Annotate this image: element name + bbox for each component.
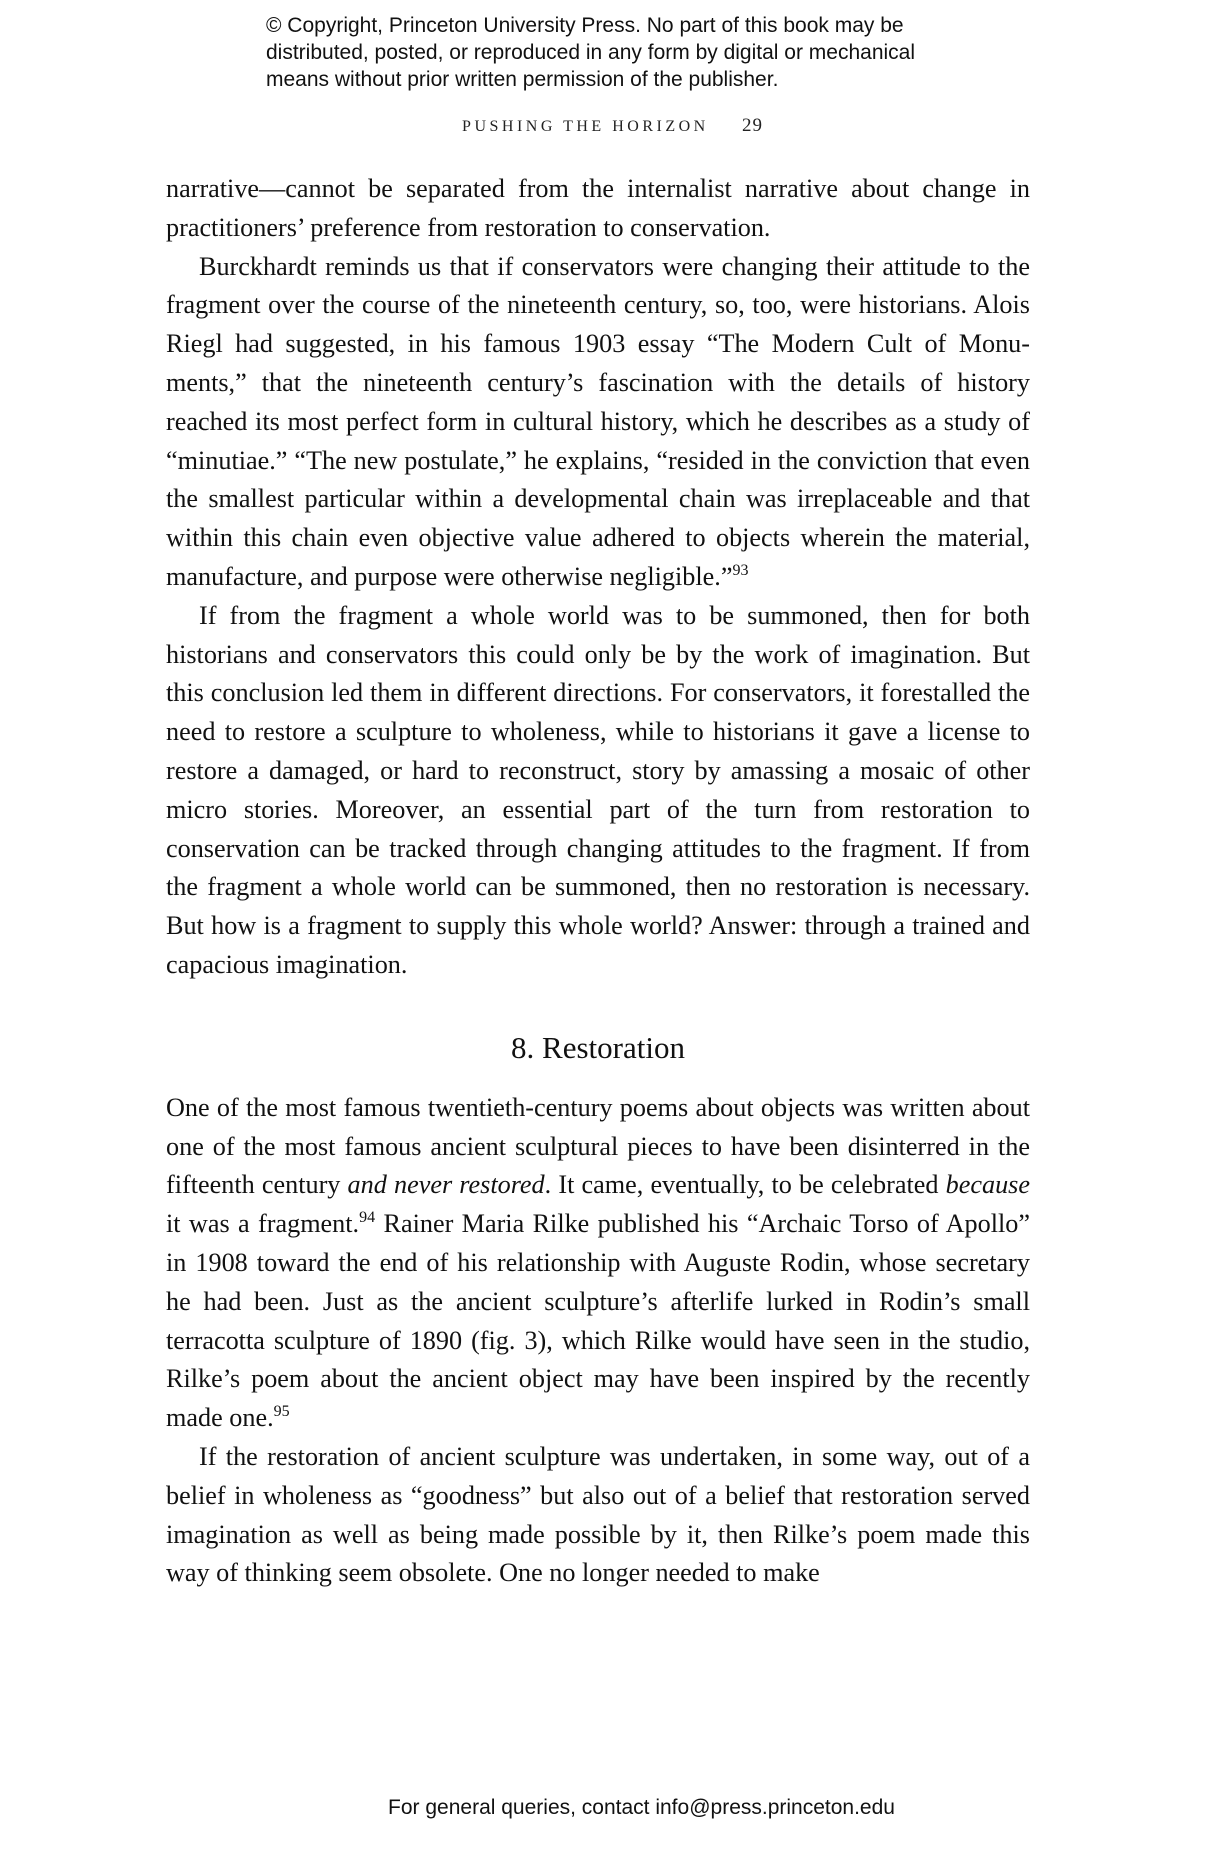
emphasis-text: and never restored (347, 1170, 545, 1200)
paragraph-text: narrative—cannot be separated from the internalist narrative about change in practitioners’ preference from restoration to conservation. (166, 174, 1030, 242)
paragraph (166, 170, 1030, 248)
emphasis-text: because (945, 1170, 1030, 1200)
paragraph-text: If the restoration of ancient sculpture was undertaken, in some way, out of a belief in wholeness as “goodness” but also out of a belief that restoration served imagination as well as being made possible by it, then Rilke’s poem made this way of thinking seem obsolete. One no longer needed to make (166, 1441, 1030, 1588)
section-heading: 8. Restoration (511, 1029, 685, 1065)
running-head-title: PUSHING THE HORIZON (462, 118, 709, 135)
paragraph (166, 1438, 1030, 1593)
footnote-ref[interactable]: 95 (273, 1403, 290, 1421)
paragraph-text: Rainer Maria Rilke published his “Archaic Torso of Apollo” in 1908 toward the end of his relationship with Auguste Rodin, whose secretary he had been. Just as the ancient sculpture’s afterlife lurked in Rodin’s small terracotta sculpture of 1890 (fig. 3), which Rilke would have seen in the studio, Rilke’s poem about the ancient object may have been inspired by the recently made one. (166, 1209, 1030, 1433)
footer-contact: For general queries, contact info@press.princeton.edu (388, 1796, 895, 1819)
copyright-notice (266, 12, 1026, 93)
paragraph-text: . It came, eventually, to be celebrated (544, 1170, 946, 1200)
paragraph-text: Burckhardt reminds us that if conservators were changing their attitude to the fragment over the course of the nineteenth century, so, too, were historians. Alois Riegl had suggested, in his famous 1903 essay “The Modern Cult of Monuments,” that the nineteenth century’s fascination with the details of history reached its most perfect form in cultural history, which he describes as a study of “minutiae.” “The new postulate,” he explains, “resided in the conviction that even the smallest particular within a developmental chain was irreplaceable and that within this chain even objective value adhered to objects wherein the material, manufacture, and purpose were otherwise negligible.” (166, 251, 1030, 591)
footnote-ref[interactable]: 94 (359, 1209, 376, 1227)
page-number: 29 (741, 115, 763, 136)
paragraph (166, 597, 1030, 985)
footnote-ref[interactable]: 93 (732, 561, 749, 579)
copyright-line: distributed, posted, or reproduced in any form by digital or mechanical (266, 41, 916, 64)
running-head (0, 115, 1225, 137)
paragraph (166, 248, 1030, 597)
paragraph-text: One of the most famous twentieth-century poems about objects was written about one of the most famous ancient sculptural pieces to have been disinterred in the fifteenth century (166, 1092, 1030, 1200)
paragraph (166, 1089, 1030, 1438)
body-text (166, 170, 1030, 1593)
copyright-line: © Copyright, Princeton University Press. No part of this book may be (266, 14, 904, 37)
paragraph-text: If from the fragment a whole world was to be summoned, then for both historians and conservators this could only be by the work of imagination. But this conclusion led them in different directions. For conservators, it forestalled the need to restore a sculpture to wholeness, while to historians it gave a license to restore a damaged, or hard to reconstruct, story by amassing a mosaic of other micro stories. Moreover, an essential part of the turn from restoration to conservation can be tracked through changing attitudes to the fragment. If from the fragment a whole world can be summoned, then no restoration is necessary. But how is a fragment to supply this whole world? Answer: through a trained and capacious imagination. (166, 600, 1030, 979)
paragraph-text: it was a fragment. (166, 1209, 360, 1239)
copyright-line: means without prior written permission of the publisher. (266, 68, 779, 91)
